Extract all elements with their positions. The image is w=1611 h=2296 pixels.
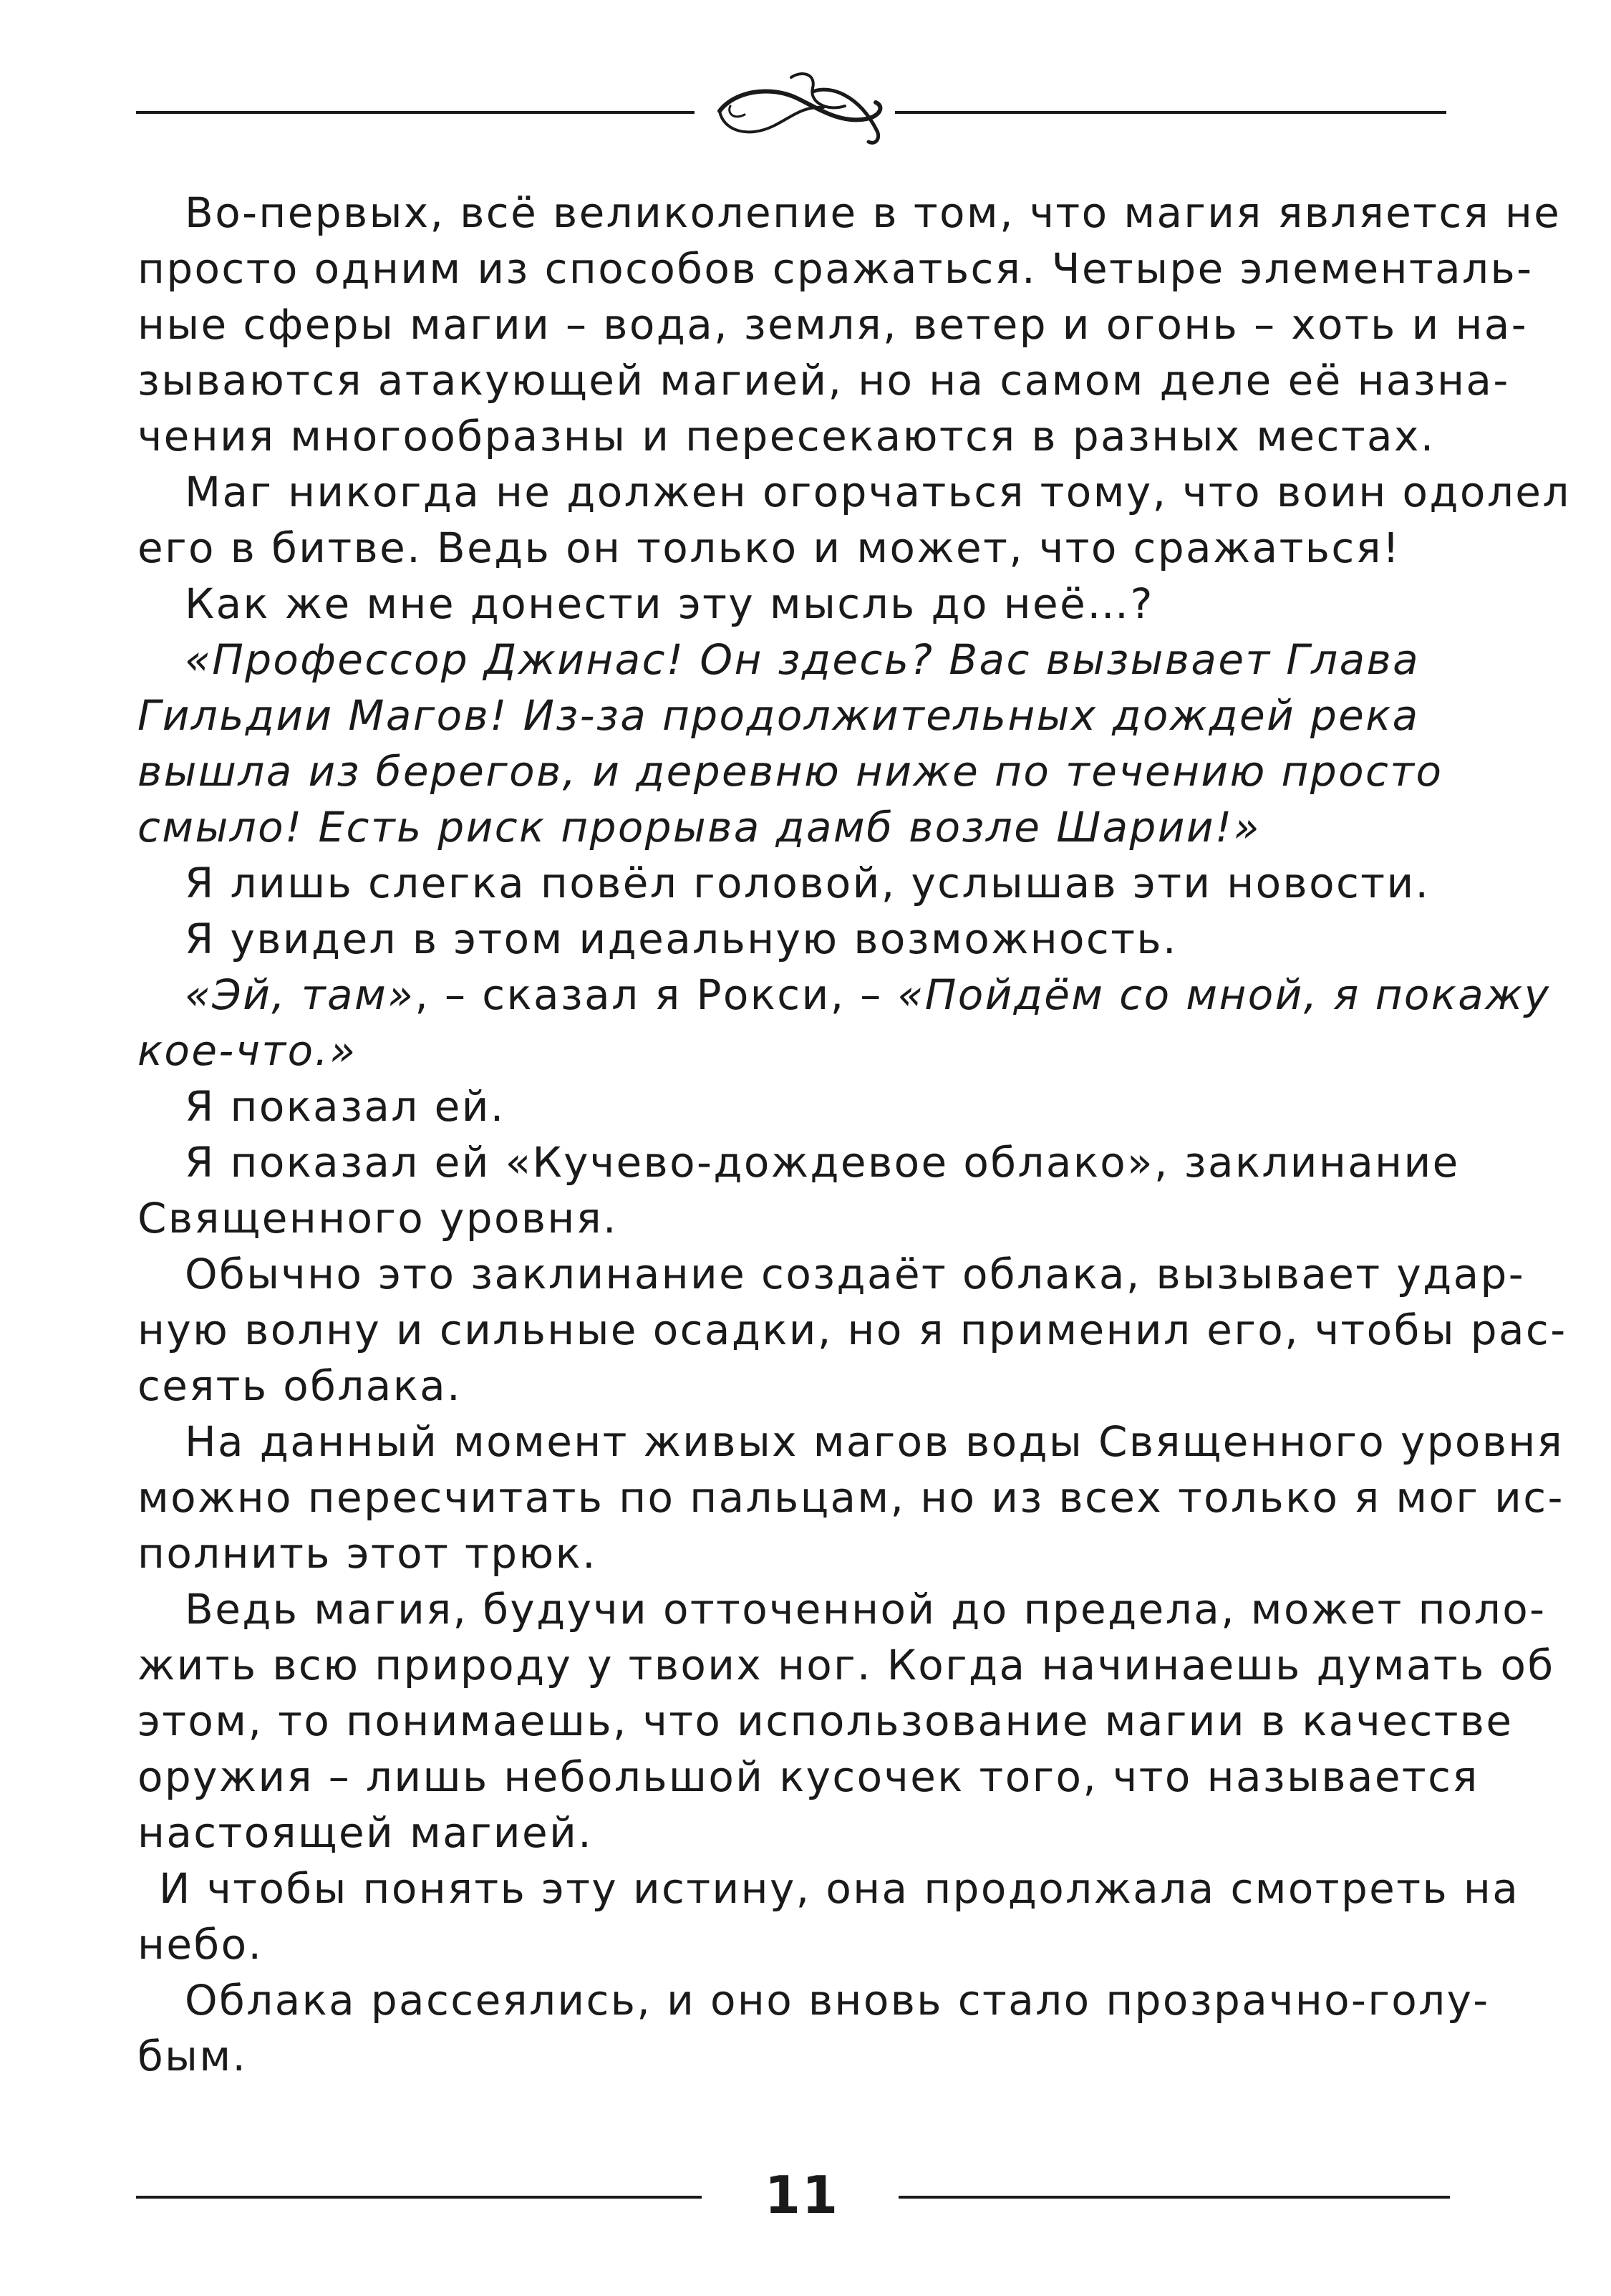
- flourish-ornament-icon: [705, 63, 891, 156]
- text-line: сеять облака.: [137, 1361, 462, 1410]
- text-line: На данный момент живых магов воды Священного уровня: [185, 1417, 1564, 1466]
- footer-rule-left: [136, 2196, 702, 2199]
- page-text: [137, 185, 1571, 2084]
- text-line: Как же мне донести эту мысль до неё…?: [185, 579, 1154, 628]
- text-line: чения многообразны и пересекаются в разных местах.: [137, 412, 1436, 460]
- page-number: 11: [764, 2165, 840, 2225]
- text-line: его в битве. Ведь он только и может, что сражаться!: [137, 524, 1401, 572]
- text-fragment: , – сказал я Рокси, –: [415, 970, 898, 1019]
- text-line: этом, то понимаешь, что использование магии в качестве: [137, 1697, 1514, 1745]
- text-line: оружия – лишь небольшой кусочек того, что называется: [137, 1752, 1479, 1801]
- text-line: можно пересчитать по пальцам, но из всех только я мог ис-: [137, 1473, 1564, 1522]
- text-line: Я показал ей «Кучево-дождевое облако», заклинание: [185, 1138, 1460, 1187]
- text-line: кое-что.»: [137, 1026, 357, 1075]
- text-line: Маг никогда не должен огорчаться тому, что воин одолел: [185, 468, 1571, 516]
- text-line: бым.: [137, 2032, 248, 2080]
- text-line: Обычно это заклинание создаёт облака, вызывает удар-: [185, 1250, 1526, 1298]
- header-rule-right: [895, 111, 1446, 114]
- text-line: Гильдии Магов! Из-за продолжительных дождей река: [137, 691, 1420, 740]
- footer-rule-right: [899, 2196, 1450, 2199]
- text-line: Во-первых, всё великолепие в том, что магия является не: [185, 188, 1562, 237]
- text-line: [137, 967, 1551, 1023]
- text-line: жить всю природу у твоих ног. Когда начинаешь думать об: [137, 1641, 1555, 1689]
- text-fragment: «Эй, там»: [185, 970, 415, 1019]
- text-line: небо.: [137, 1920, 263, 1969]
- text-line: Я увидел в этом идеальную возможность.: [185, 915, 1178, 963]
- text-line: И чтобы понять эту истину, она продолжала смотреть на: [159, 1864, 1520, 1913]
- text-fragment: «Пойдём со мной, я покажу: [897, 970, 1551, 1019]
- text-line: Я лишь слегка повёл головой, услышав эти новости.: [185, 859, 1431, 907]
- text-line: смыло! Есть риск прорыва дамб возле Шарии!»: [137, 803, 1261, 852]
- text-line: ные сферы магии – вода, земля, ветер и огонь – хоть и на-: [137, 300, 1529, 349]
- text-line: Облака рассеялись, и оно вновь стало прозрачно-голу-: [185, 1976, 1490, 2025]
- text-line: полнить этот трюк.: [137, 1529, 597, 1578]
- text-line: вышла из берегов, и деревню ниже по течению просто: [137, 747, 1443, 796]
- text-line: ную волну и сильные осадки, но я применил его, чтобы рас-: [137, 1306, 1567, 1354]
- text-line: Священного уровня.: [137, 1194, 618, 1243]
- text-line: Ведь магия, будучи отточенной до предела, может поло-: [185, 1585, 1547, 1634]
- text-line: зываются атакующей магией, но на самом деле её назна-: [137, 356, 1510, 405]
- text-line: Я показал ей.: [185, 1082, 505, 1131]
- header-rule-left: [136, 111, 695, 114]
- text-line: настоящей магией.: [137, 1808, 594, 1857]
- text-line: «Профессор Джинас! Он здесь? Вас вызывает Глава: [185, 635, 1421, 684]
- text-line: просто одним из способов сражаться. Четыре элементаль-: [137, 244, 1534, 293]
